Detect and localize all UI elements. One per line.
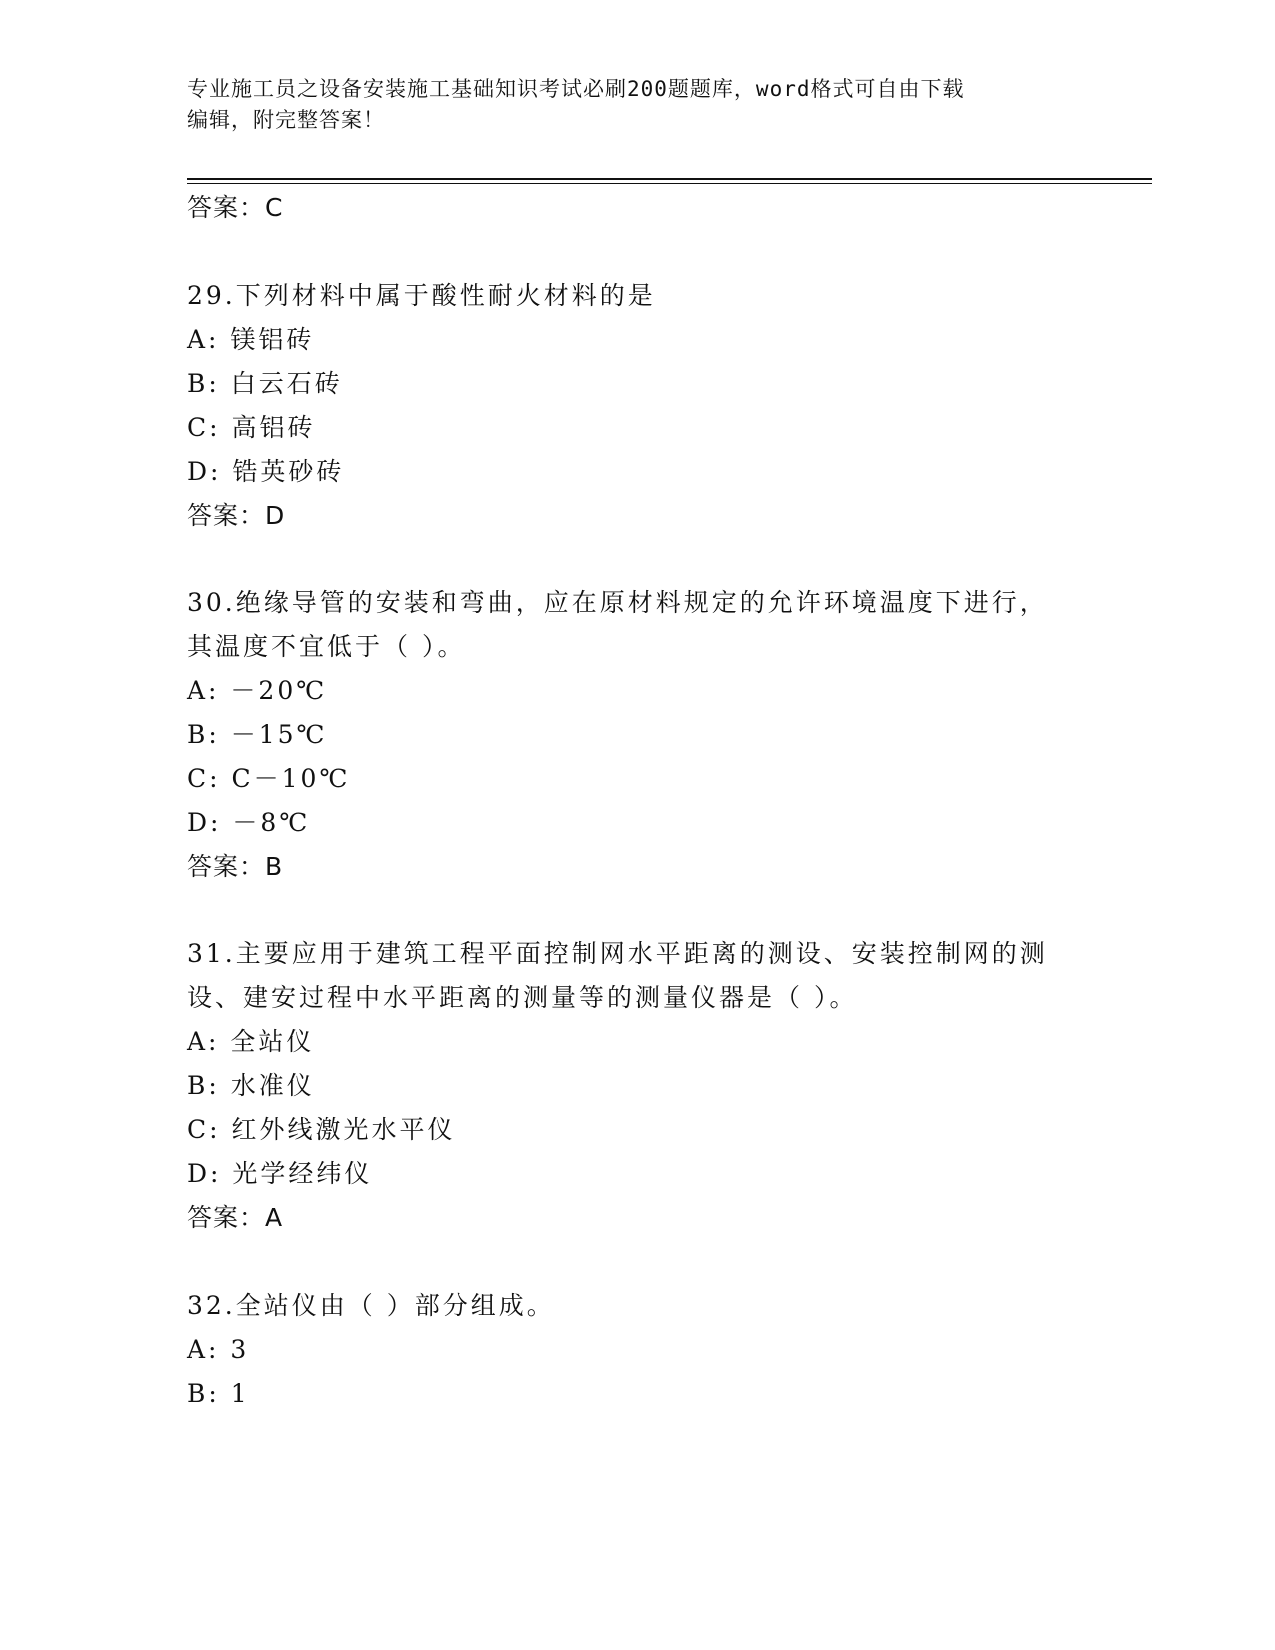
question-29-option-d: D: 锆英砂砖: [187, 457, 345, 486]
question-31-option-d: D: 光学经纬仪: [187, 1159, 373, 1188]
question-29-option-b: B: 白云石砖: [187, 369, 343, 398]
question-32-option-b: B: 1: [187, 1379, 250, 1408]
question-30-answer: 答案：B: [187, 852, 284, 881]
question-30-option-b: B: －15℃: [187, 720, 328, 749]
header-rule-thick: [187, 178, 1152, 180]
question-29-answer: 答案：D: [187, 501, 286, 530]
question-29-stem: 29.下列材料中属于酸性耐火材料的是: [187, 281, 656, 310]
question-31-answer: 答案：A: [187, 1203, 284, 1232]
header-line-1: 专业施工员之设备安装施工基础知识考试必刷200题题库，word格式可自由下载: [187, 77, 965, 101]
question-32-stem: 32.全站仪由（ ）部分组成。: [187, 1291, 555, 1320]
document-header: [187, 74, 1087, 136]
question-31-option-c: C: 红外线激光水平仪: [187, 1115, 456, 1144]
question-31-option-b: B: 水准仪: [187, 1071, 315, 1100]
answer-line: 答案：C: [187, 193, 284, 222]
question-31-option-a: A: 全站仪: [187, 1027, 315, 1056]
question-31-stem-line-1: 31.主要应用于建筑工程平面控制网水平距离的测设、安装控制网的测: [187, 939, 1048, 968]
question-29-option-c: C: 高铝砖: [187, 413, 316, 442]
question-30-option-c: C: C－10℃: [187, 764, 351, 793]
question-30-option-a: A: －20℃: [187, 676, 328, 705]
question-29-option-a: A: 镁铝砖: [187, 325, 315, 354]
header-line-2: 编辑，附完整答案！: [187, 108, 385, 132]
question-30-option-d: D: －8℃: [187, 808, 311, 837]
header-rule-thin: [187, 183, 1152, 184]
question-30-stem-line-2: 其温度不宜低于（ ）。: [187, 632, 466, 661]
question-32-option-a: A: 3: [187, 1335, 250, 1364]
question-30-stem-line-1: 30.绝缘导管的安装和弯曲，应在原材料规定的允许环境温度下进行，: [187, 588, 1048, 617]
question-31-stem-line-2: 设、建安过程中水平距离的测量等的测量仪器是（ ）。: [187, 983, 858, 1012]
